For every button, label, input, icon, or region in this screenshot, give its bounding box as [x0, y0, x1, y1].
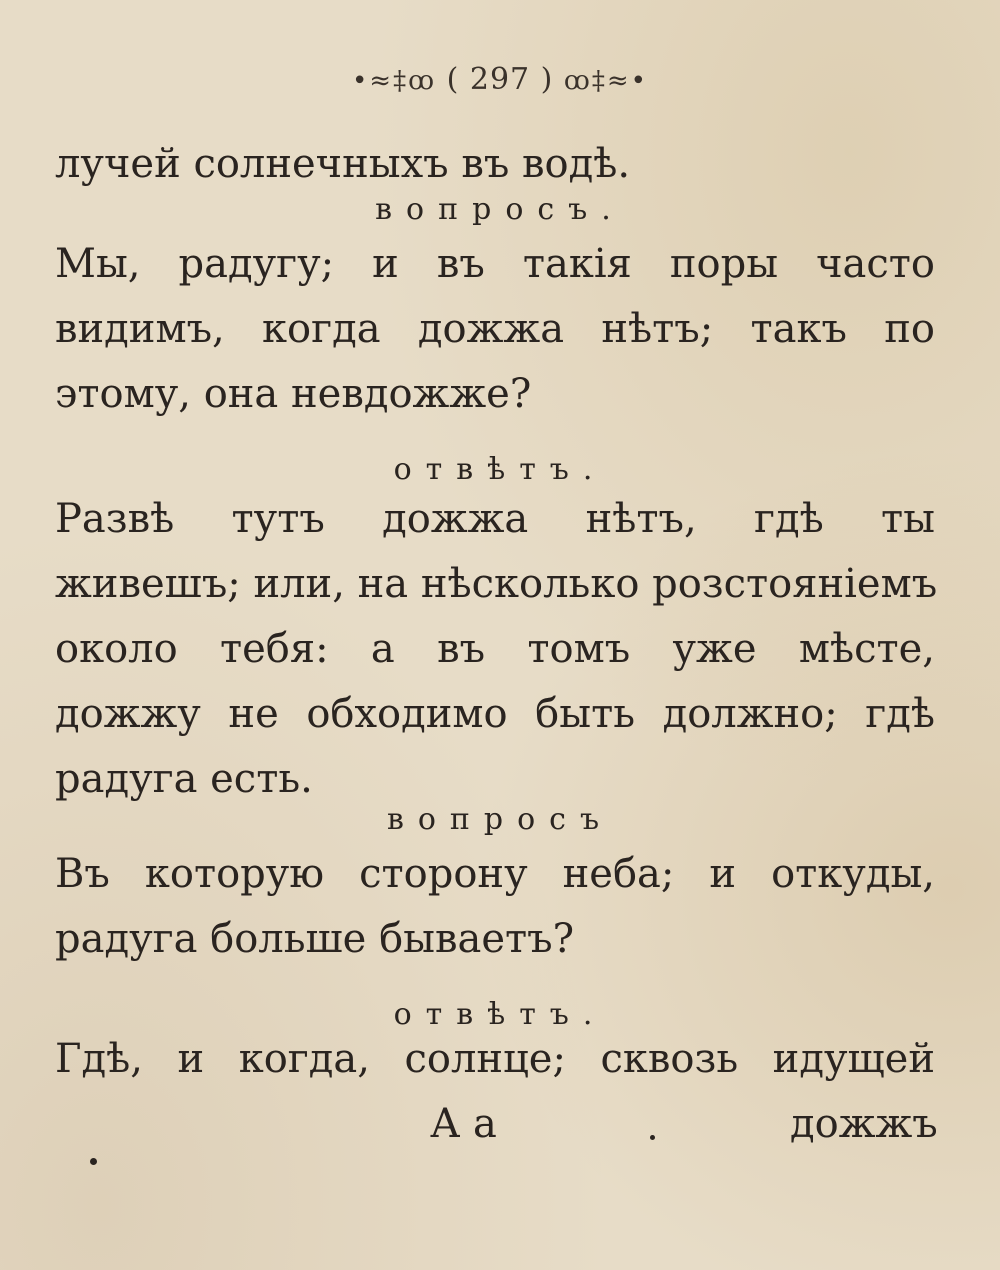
page-header — [0, 62, 1000, 97]
text-line-4: этому, она невдожже? — [55, 371, 532, 417]
text-line-12: Гдѣ, и когда, солнце; сквозь идущей — [55, 1036, 935, 1082]
text-line-8: дожжу не обходимо быть должно; гдѣ — [55, 691, 935, 737]
heading-question-1: вопросъ. — [375, 192, 625, 227]
heading-question-2: вопросъ — [386, 802, 614, 837]
text-line-3: видимъ, когда дожжа нѣтъ; такъ по — [55, 306, 935, 352]
right-ornament: ꝏ‡≈• — [563, 66, 649, 96]
heading-answer-2: отвѣтъ. — [393, 997, 607, 1032]
left-ornament: •≈‡ꝏ — [351, 66, 437, 96]
text-line-10: Въ которую сторону неба; и откуды, — [55, 851, 935, 897]
signature-mark: А а — [430, 1101, 497, 1147]
ink-speck — [90, 1158, 97, 1165]
text-line-5: Развѣ тутъ дожжа нѣтъ, гдѣ ты — [55, 496, 935, 542]
text-line-6: живешъ; или, на нѣсколько розстояніемъ — [55, 561, 938, 607]
page-number: ( 297 ) — [446, 62, 554, 97]
catchword: дожжъ — [790, 1101, 938, 1147]
text-line-11: радуга больше бываетъ? — [55, 916, 575, 962]
text-line-9: радуга есть. — [55, 756, 313, 802]
text-line-1: лучей солнечныхъ въ водѣ. — [55, 141, 631, 187]
ink-speck — [650, 1135, 655, 1140]
text-line-7: около тебя: а въ томъ уже мѣсте, — [55, 626, 935, 672]
heading-answer-1: отвѣтъ. — [393, 452, 607, 487]
text-line-2: Мы, радугу; и въ такія поры часто — [55, 241, 935, 287]
